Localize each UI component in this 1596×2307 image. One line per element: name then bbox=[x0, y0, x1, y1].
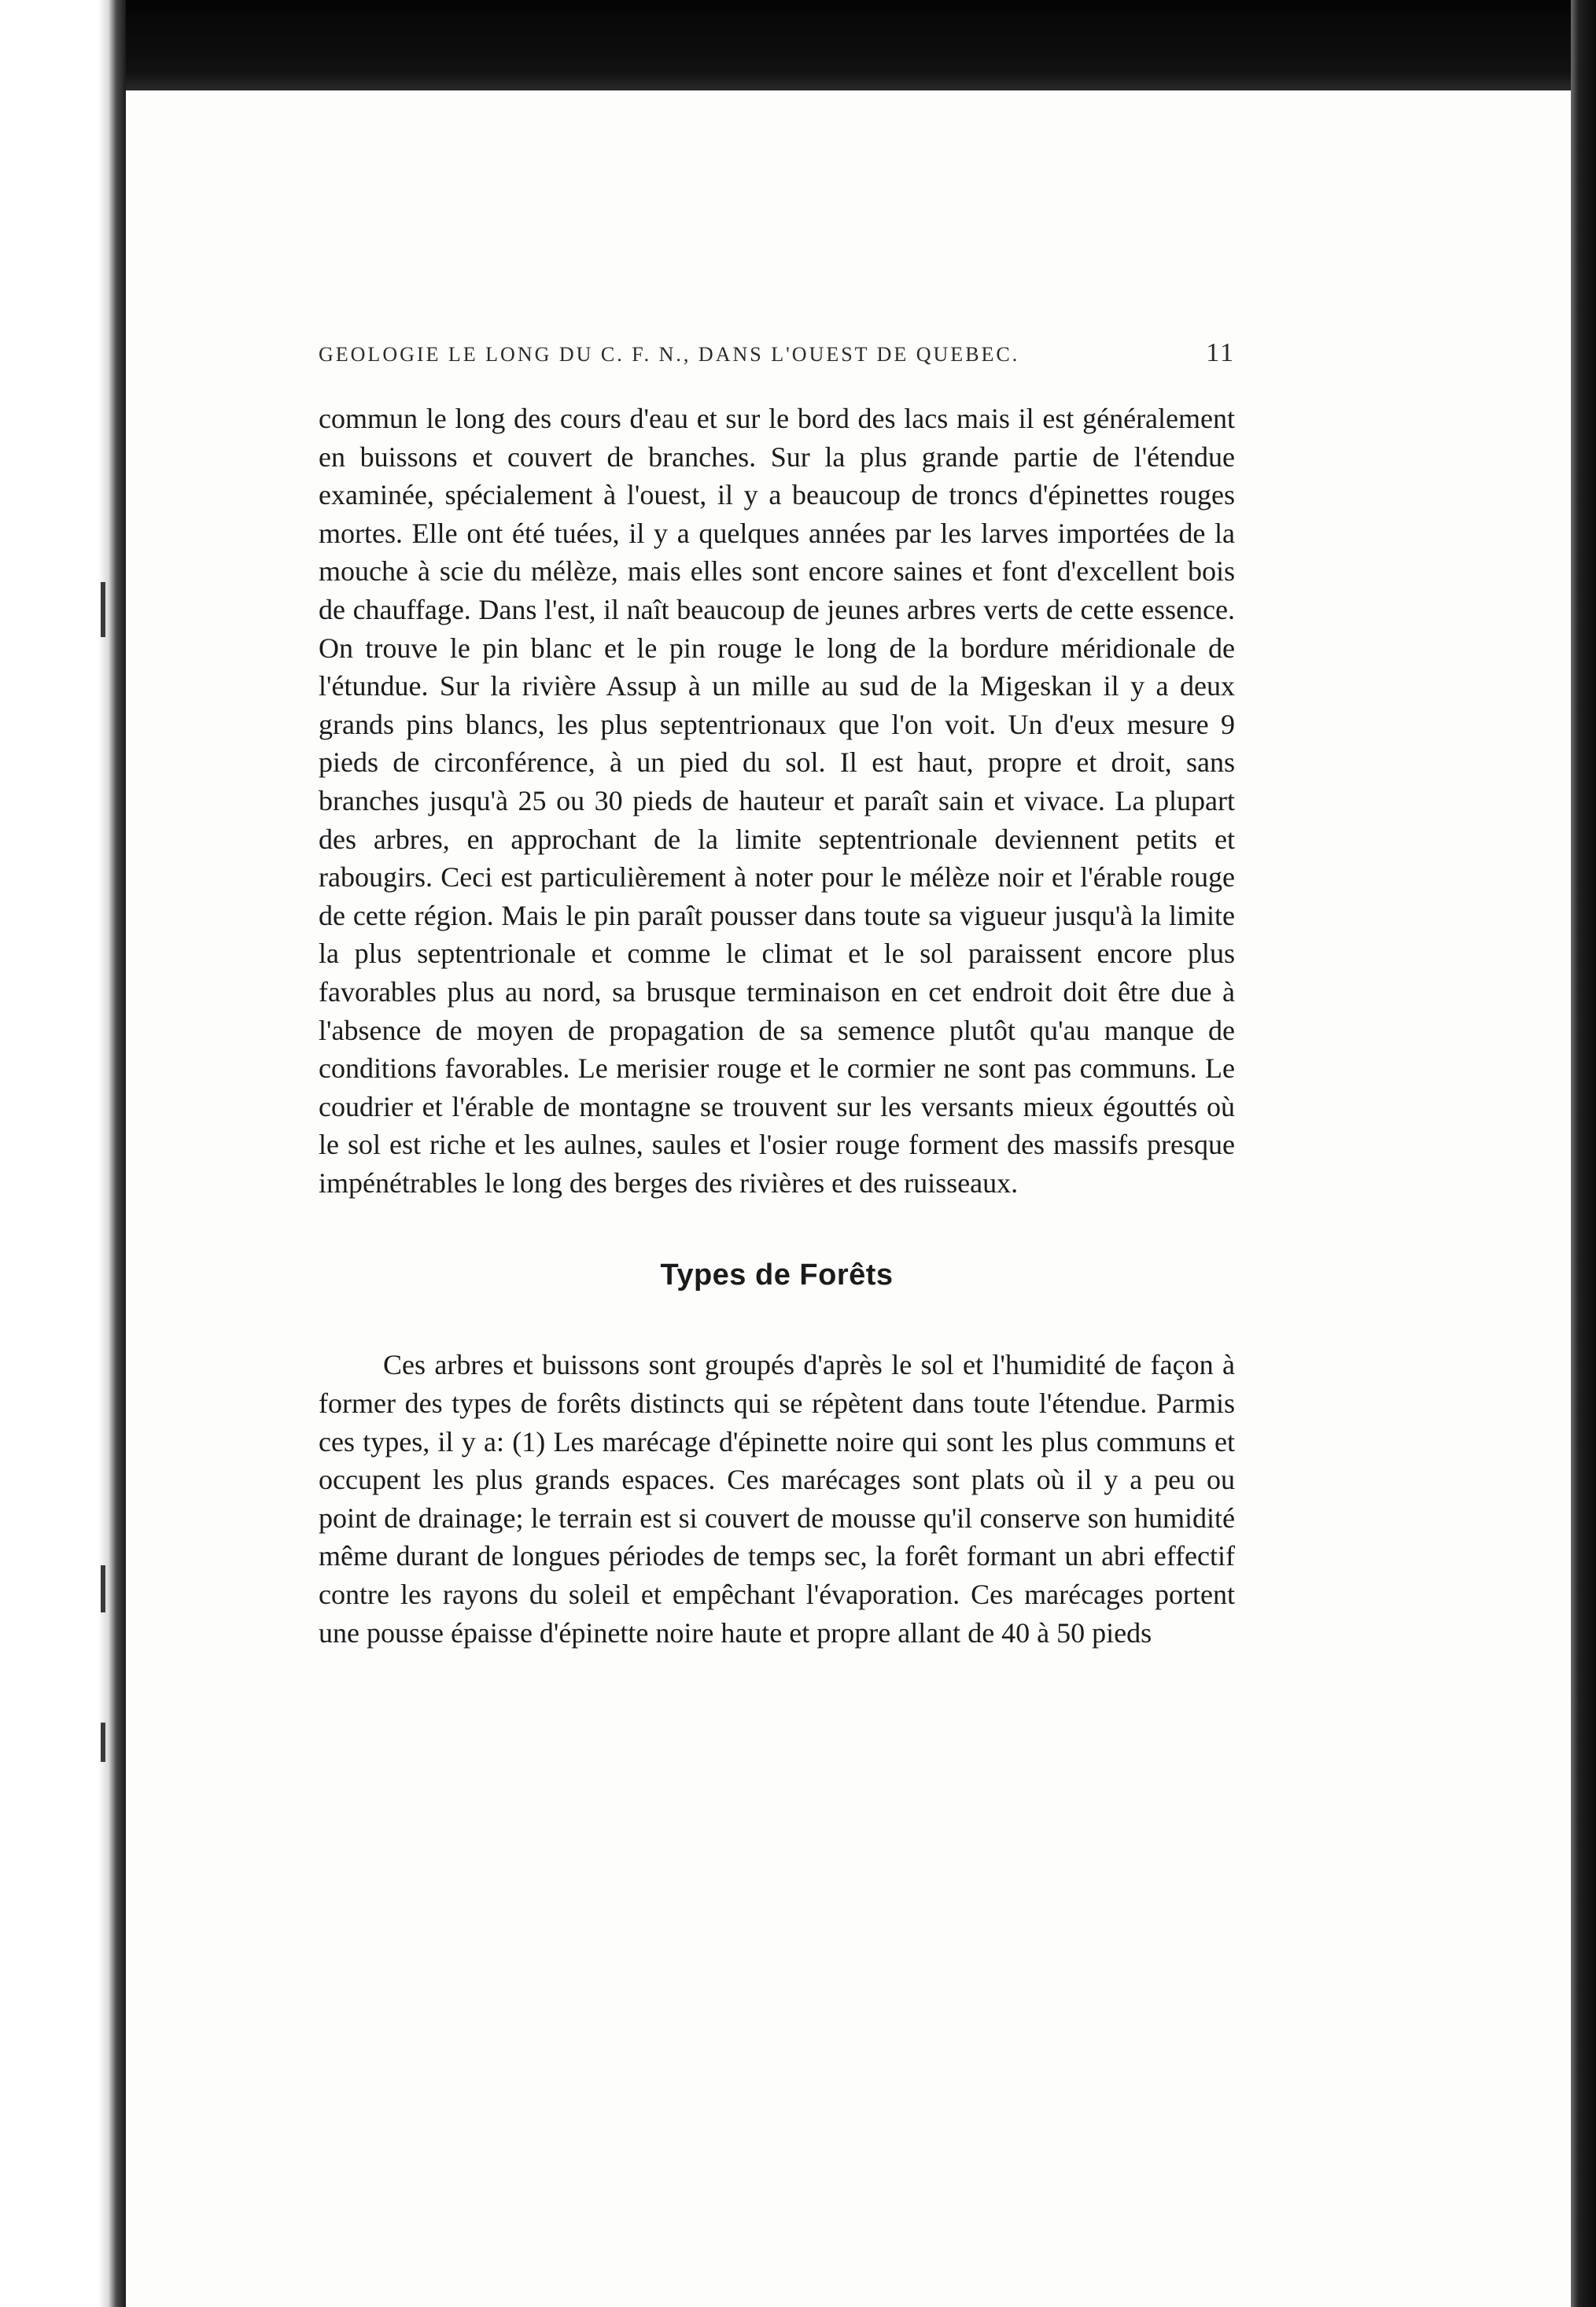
running-head bbox=[319, 338, 1235, 376]
running-head-title: GEOLOGIE LE LONG DU C. F. N., DANS L'OUEST DE QUEBEC. bbox=[319, 343, 1020, 366]
page-number: 11 bbox=[1206, 338, 1235, 367]
body-paragraph: Ces arbres et buissons sont groupés d'après le sol et l'humidité de façon à former des types de forêts distincts qui se répètent dans toute l'étendue. Parmis ces types, il y a: (1) Les marécage d'épinette noire qui sont les plus communs et occupent les plus grands espaces. Ces marécages sont plats où il y a peu ou point de drainage; le terrain est si couvert de mousse qu'il conserve son humidité même durant de longues périodes de temps sec, la forêt formant un abri effectif contre les rayons du soleil et empêchant l'évaporation. Ces marécages portent une pousse épaisse d'épinette noire haute et propre allant de 40 à 50 pieds bbox=[319, 1349, 1235, 1649]
section-heading: Types de Forêts bbox=[660, 1259, 894, 1292]
scan-border-top bbox=[0, 0, 1596, 90]
scan-border-left bbox=[0, 0, 126, 2307]
margin-mark bbox=[101, 582, 105, 637]
page-content bbox=[319, 338, 1235, 1652]
margin-mark bbox=[101, 1565, 105, 1612]
scan-border-right bbox=[1571, 0, 1596, 2307]
body-paragraph: commun le long des cours d'eau et sur le bord des lacs mais il est généralement en buissons et couvert de branches. Sur la plus grande partie de l'étendue examinée, spécialement à l'ouest, il y a beaucoup de troncs d'épinettes rouges mortes. Elle ont été tuées, il y a quelques années par les larves importées de la mouche à scie du mélèze, mais elles sont encore saines et font d'excellent bois de chauffage. Dans l'est, il naît beaucoup de jeunes arbres verts de cette essence. On trouve le pin blanc et le pin rouge le long de la bordure méridionale de l'étundue. Sur la rivière Assup à un mille au sud de la Migeskan il y a deux grands pins blancs, les plus septentrionaux que l'on voit. Un d'eux mesure 9 pieds de circonférence, à un pied du sol. Il est haut, propre et droit, sans branches jusqu'à 25 ou 30 pieds de hauteur et paraît sain et vivace. La plupart des arbres, en approchant de la limite septentrionale deviennent petits et rabougirs. Ceci est particulièrement à noter pour le mélèze noir et l'érable rouge de cette région. Mais le pin paraît pousser dans toute sa vigueur jusqu'à la limite la plus septentrionale et comme le climat et le sol paraissent encore plus favorables plus au nord, sa brusque terminaison en cet endroit doit être due à l'absence de moyen de propagation de sa semence plutôt qu'au manque de conditions favorables. Le merisier rouge et le cormier ne sont pas communs. Le coudrier et l'érable de montagne se trouvent sur les versants mieux égouttés où le sol est riche et les aulnes, saules et l'osier rouge forment des massifs presque impénétrables le long des berges des rivières et des ruisseaux. bbox=[319, 403, 1235, 1199]
margin-mark bbox=[101, 1723, 105, 1762]
